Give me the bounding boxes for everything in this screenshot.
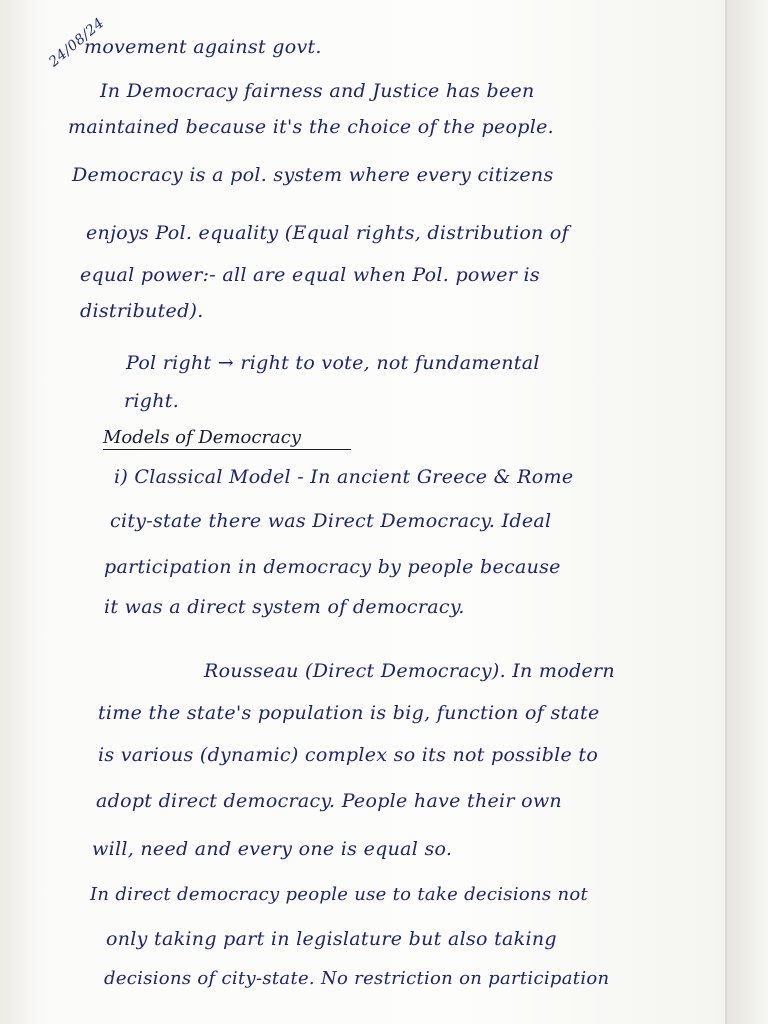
date-stamp: 24/08/24 xyxy=(46,15,108,71)
note-line: In direct democracy people use to take decisions not xyxy=(90,884,589,905)
note-line: enjoys Pol. equality (Equal rights, distribution of xyxy=(86,222,570,244)
note-line: participation in democracy by people because xyxy=(104,556,561,578)
note-line: maintained because it's the choice of the people. xyxy=(68,116,554,138)
note-line: In Democracy fairness and Justice has been xyxy=(100,80,535,102)
note-line: time the state's population is big, function of state xyxy=(98,702,600,724)
page-edge xyxy=(725,0,727,1024)
note-line: movement against govt. xyxy=(84,36,322,58)
note-line: Pol right → right to vote, not fundamental xyxy=(126,352,540,374)
note-line: Rousseau (Direct Democracy). In modern xyxy=(204,660,615,682)
note-line: it was a direct system of democracy. xyxy=(104,596,465,618)
note-line: right. xyxy=(124,390,180,412)
note-line: Democracy is a pol. system where every citizens xyxy=(72,164,554,186)
section-heading: Models of Democracy xyxy=(103,427,351,450)
note-line: adopt direct democracy. People have their own xyxy=(96,790,562,812)
note-line: distributed). xyxy=(80,300,204,322)
note-line: is various (dynamic) complex so its not possible to xyxy=(98,744,599,766)
page-shadow xyxy=(727,0,768,1024)
note-line: will, need and every one is equal so. xyxy=(92,838,453,860)
note-line: city-state there was Direct Democracy. Ideal xyxy=(110,510,552,532)
note-line: decisions of city-state. No restriction on participation xyxy=(104,968,610,989)
note-line: i) Classical Model - In ancient Greece & Rome xyxy=(114,466,574,488)
note-line: only taking part in legislature but also taking xyxy=(106,928,557,950)
note-line: equal power:- all are equal when Pol. power is xyxy=(80,264,540,286)
